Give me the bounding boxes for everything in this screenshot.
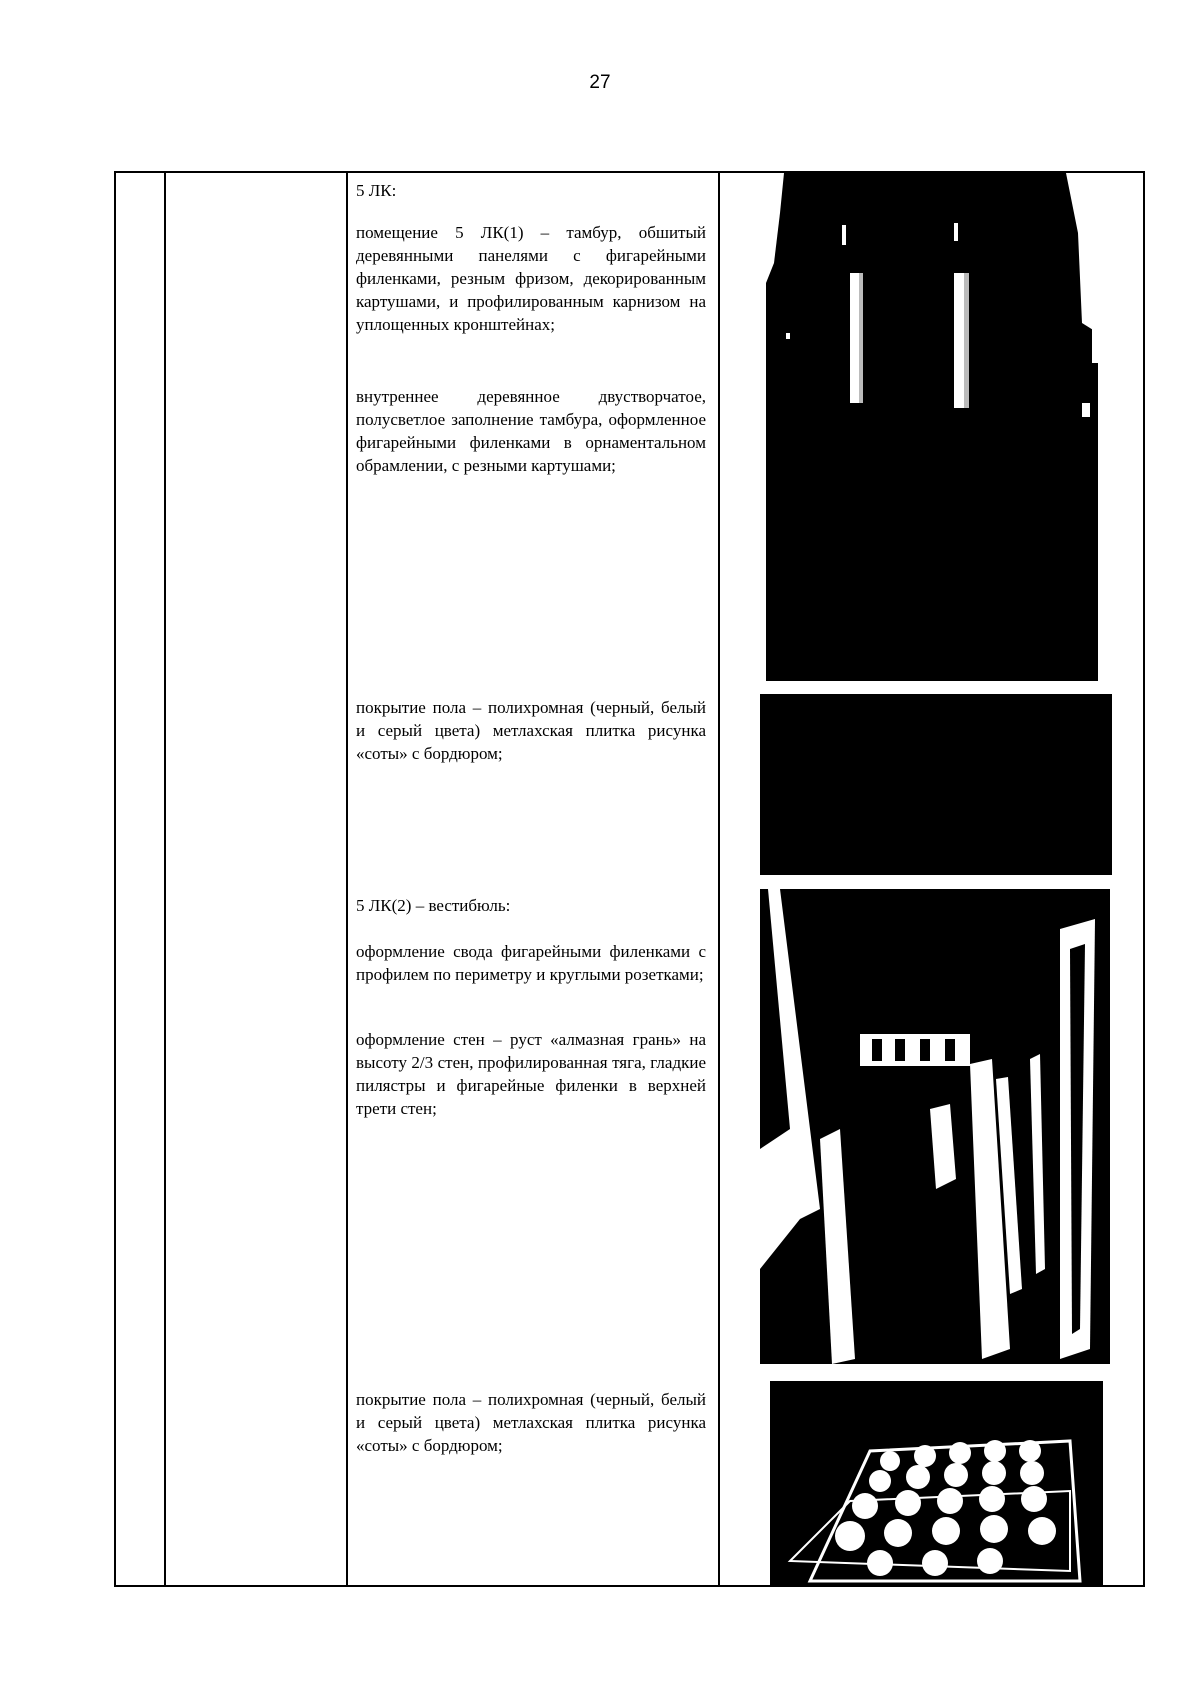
page-number: 27 [589, 72, 611, 93]
vestibule-door-photo [766, 173, 1098, 681]
section-heading-5lk: 5 ЛК: [356, 181, 397, 200]
heritage-table [114, 171, 1145, 1587]
description-floor-1: покрытие пола – полихромная (черный, белый и серый цвета) метлахская плитка рисунка «соты» с бордюром; [356, 698, 706, 763]
section-heading-vestibule: 5 ЛК(2) – вестибюль: [356, 896, 511, 915]
column-divider [346, 173, 348, 1585]
honeycomb-tile-photo [770, 1381, 1103, 1587]
description-tambour: помещение 5 ЛК(1) – тамбур, обшитый деревянными панелями с фигарейными филенками, резным фризом, декорированным картушами, и профилированным карнизом на уплощенных кронштейнах; [356, 223, 706, 334]
description-floor-2: покрытие пола – полихромная (черный, белый и серый цвета) метлахская плитка рисунка «соты» с бордюром; [356, 1390, 706, 1455]
column-divider [164, 173, 166, 1585]
description-walls: оформление стен – руст «алмазная грань» на высоту 2/3 стен, профилированная тяга, гладкие пилястры и фигарейные филенки в верхней трети стен; [356, 1030, 706, 1118]
vestibule-vault-photo [760, 889, 1110, 1364]
description-vault: оформление свода фигарейными филенками с профилем по периметру и круглыми розетками; [356, 942, 706, 984]
floor-tile-photo-dark [760, 694, 1112, 875]
column-divider [718, 173, 720, 1585]
description-door: внутреннее деревянное двустворчатое, полусветлое заполнение тамбура, оформленное фигарейными филенками в орнаментальном обрамлении, с резными картушами; [356, 387, 706, 475]
